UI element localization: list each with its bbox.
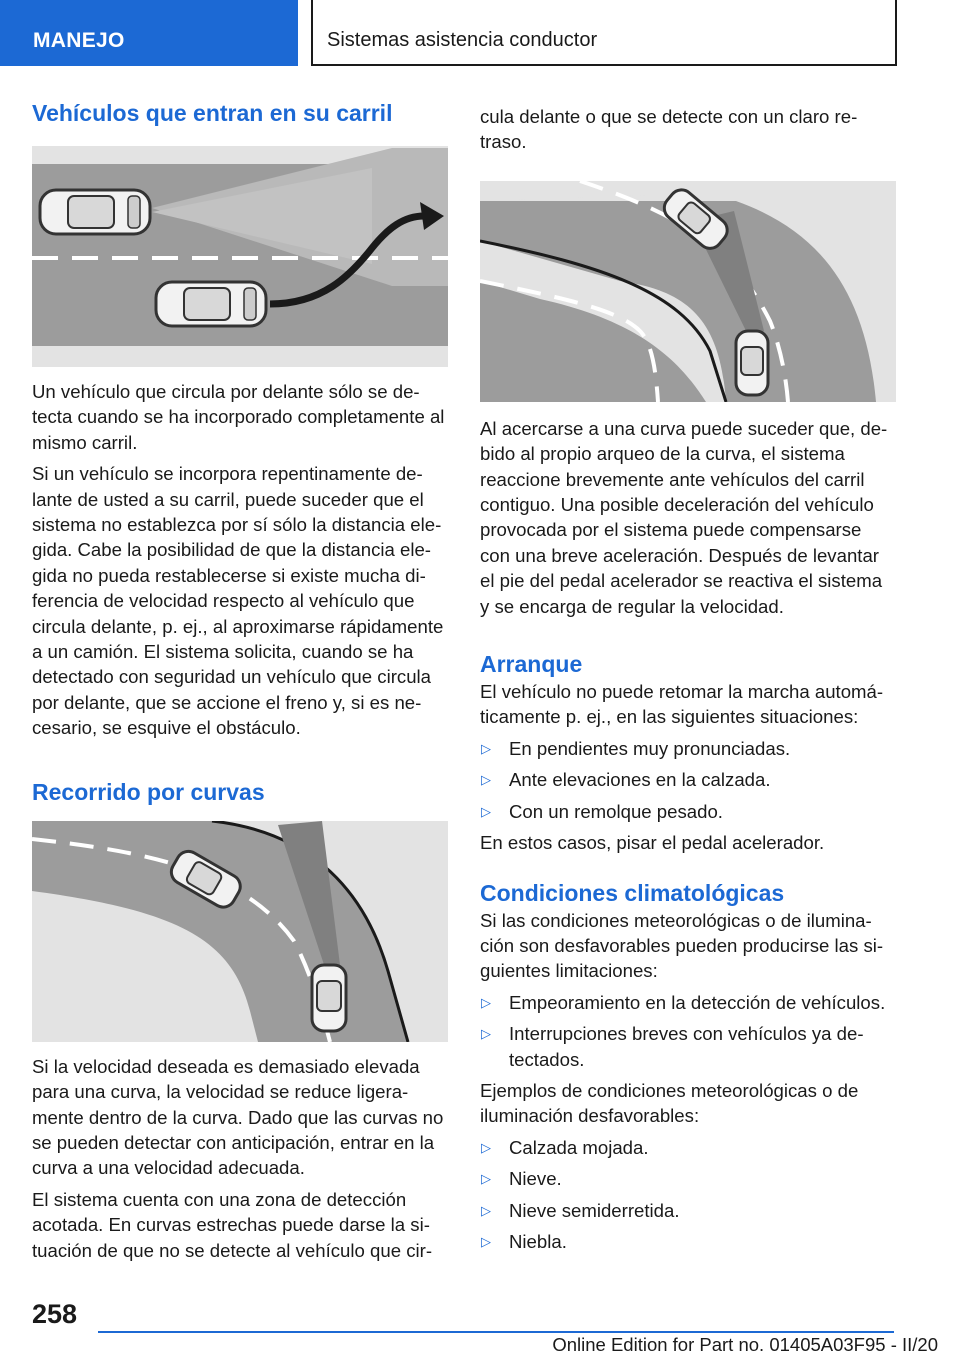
list-item: ▷ Nieve semiderretida. xyxy=(480,1198,896,1223)
figure-lane-change xyxy=(32,146,448,367)
para-lane-entry-2: Si un vehículo se incorpora repentinamente de-lante de usted a su carril, puede suceder que el sistema no establezca por sí sólo la distancia ele-gida. Cabe la posibilidad de que la distancia ele-gida no pueda restablecerse si existe mucha di-ferencia de velocidad respecto al vehículo que circula delante, p. ej., al aproximarse rápidamente a un camión. El sistema solicita, cuando se ha detectado con seguridad un vehículo que circula por delante, que se accione el freno y, si es ne-cesario, se esquive el obstáculo. xyxy=(32,463,444,739)
heading-weather: Condiciones climatológicas xyxy=(480,879,785,906)
bullet-triangle-icon: ▷ xyxy=(481,803,491,819)
para-curves-cont: cula delante o que se detecte con un claro re-traso. xyxy=(480,106,858,153)
para-weather-2: Ejemplos de condiciones meteorológicas o de iluminación desfavorables: xyxy=(480,1079,859,1127)
page-number: 258 xyxy=(32,1299,78,1329)
heading-curves: Recorrido por curvas xyxy=(32,778,265,805)
figure-curve-right xyxy=(480,181,896,402)
list-startup xyxy=(480,736,896,824)
para-startup-2: En estos casos, pisar el pedal acelerador. xyxy=(480,832,825,854)
list-item: ▷ Empeoramiento en la detección de vehículos. xyxy=(480,990,896,1015)
chapter-title: Sistemas asistencia conductor xyxy=(327,29,598,51)
bullet-triangle-icon: ▷ xyxy=(481,772,491,788)
heading-startup: Arranque xyxy=(480,651,583,678)
list-item: ▷ Calzada mojada. xyxy=(480,1135,896,1160)
list-item: ▷ Nieve. xyxy=(480,1166,896,1191)
list-item: ▷ Ante elevaciones en la calzada. xyxy=(480,767,896,792)
bullet-triangle-icon: ▷ xyxy=(481,740,491,756)
list-weather-examples xyxy=(480,1135,896,1255)
bullet-triangle-icon: ▷ xyxy=(481,1202,491,1218)
car-icon xyxy=(40,190,150,234)
list-item: ▷ Niebla. xyxy=(480,1229,896,1254)
right-column xyxy=(480,104,896,1254)
para-lane-entry-1: Un vehículo que circula por delante sólo se de-tecta cuando se ha incorporado completamente al mismo carril. xyxy=(32,381,445,453)
para-weather: Si las condiciones meteorológicas o de ilumina-ción son desfavorables pueden producirse las si-guientes limitaciones: xyxy=(480,909,884,982)
list-weather xyxy=(480,990,896,1072)
para-curves-3: Al acercarse a una curva puede suceder que, de-bido al propio arqueo de la curva, el sistema reaccione brevemente ante vehículos del carril contiguo. Una posible deceleración del vehículo provocada por el sistema puede compensarse con una breve aceleración. Después de levantar el pie del pedal acelerador se reactiva el sistema y se encarga de regular la velocidad. xyxy=(480,417,888,617)
figure-curve-left xyxy=(32,821,448,1042)
para-curves-2: El sistema cuenta con una zona de detección acotada. En curvas estrechas puede darse la si-tuación de que no se detecte al vehículo que cir- xyxy=(32,1188,433,1261)
bullet-triangle-icon: ▷ xyxy=(481,1233,491,1249)
car-icon xyxy=(736,331,768,395)
list-item: ▷ En pendientes muy pronunciadas. xyxy=(480,736,896,761)
footer-edition: Online Edition for Part no. 01405A03F95 - II/20 xyxy=(552,1334,938,1355)
list-item: ▷ Interrupciones breves con vehículos ya de-tectados. xyxy=(481,1023,864,1070)
car-icon xyxy=(156,282,266,326)
section-tab xyxy=(0,0,298,66)
para-curves-1: Si la velocidad deseada es demasiado elevada para una curva, la velocidad se reduce ligera-mente dentro de la curva. Dado que las curvas no se pueden detectar con anticipación, entrar en la curva a una velocidad adecuada. xyxy=(32,1055,444,1179)
bullet-triangle-icon: ▷ xyxy=(481,1171,491,1187)
chapter-tab xyxy=(311,0,897,66)
footer-divider xyxy=(98,1331,894,1333)
bullet-triangle-icon: ▷ xyxy=(481,1026,491,1042)
left-column xyxy=(32,98,448,1263)
section-title: MANEJO xyxy=(33,29,125,52)
bullet-triangle-icon: ▷ xyxy=(481,994,491,1010)
bullet-triangle-icon: ▷ xyxy=(481,1139,491,1155)
heading-lane-entry: Vehículos que entran en su carril xyxy=(32,100,393,126)
car-icon xyxy=(312,965,346,1031)
para-startup: El vehículo no puede retomar la marcha automá-ticamente p. ej., en las siguientes situaciones: xyxy=(480,681,884,728)
list-item: ▷ Con un remolque pesado. xyxy=(480,799,896,824)
